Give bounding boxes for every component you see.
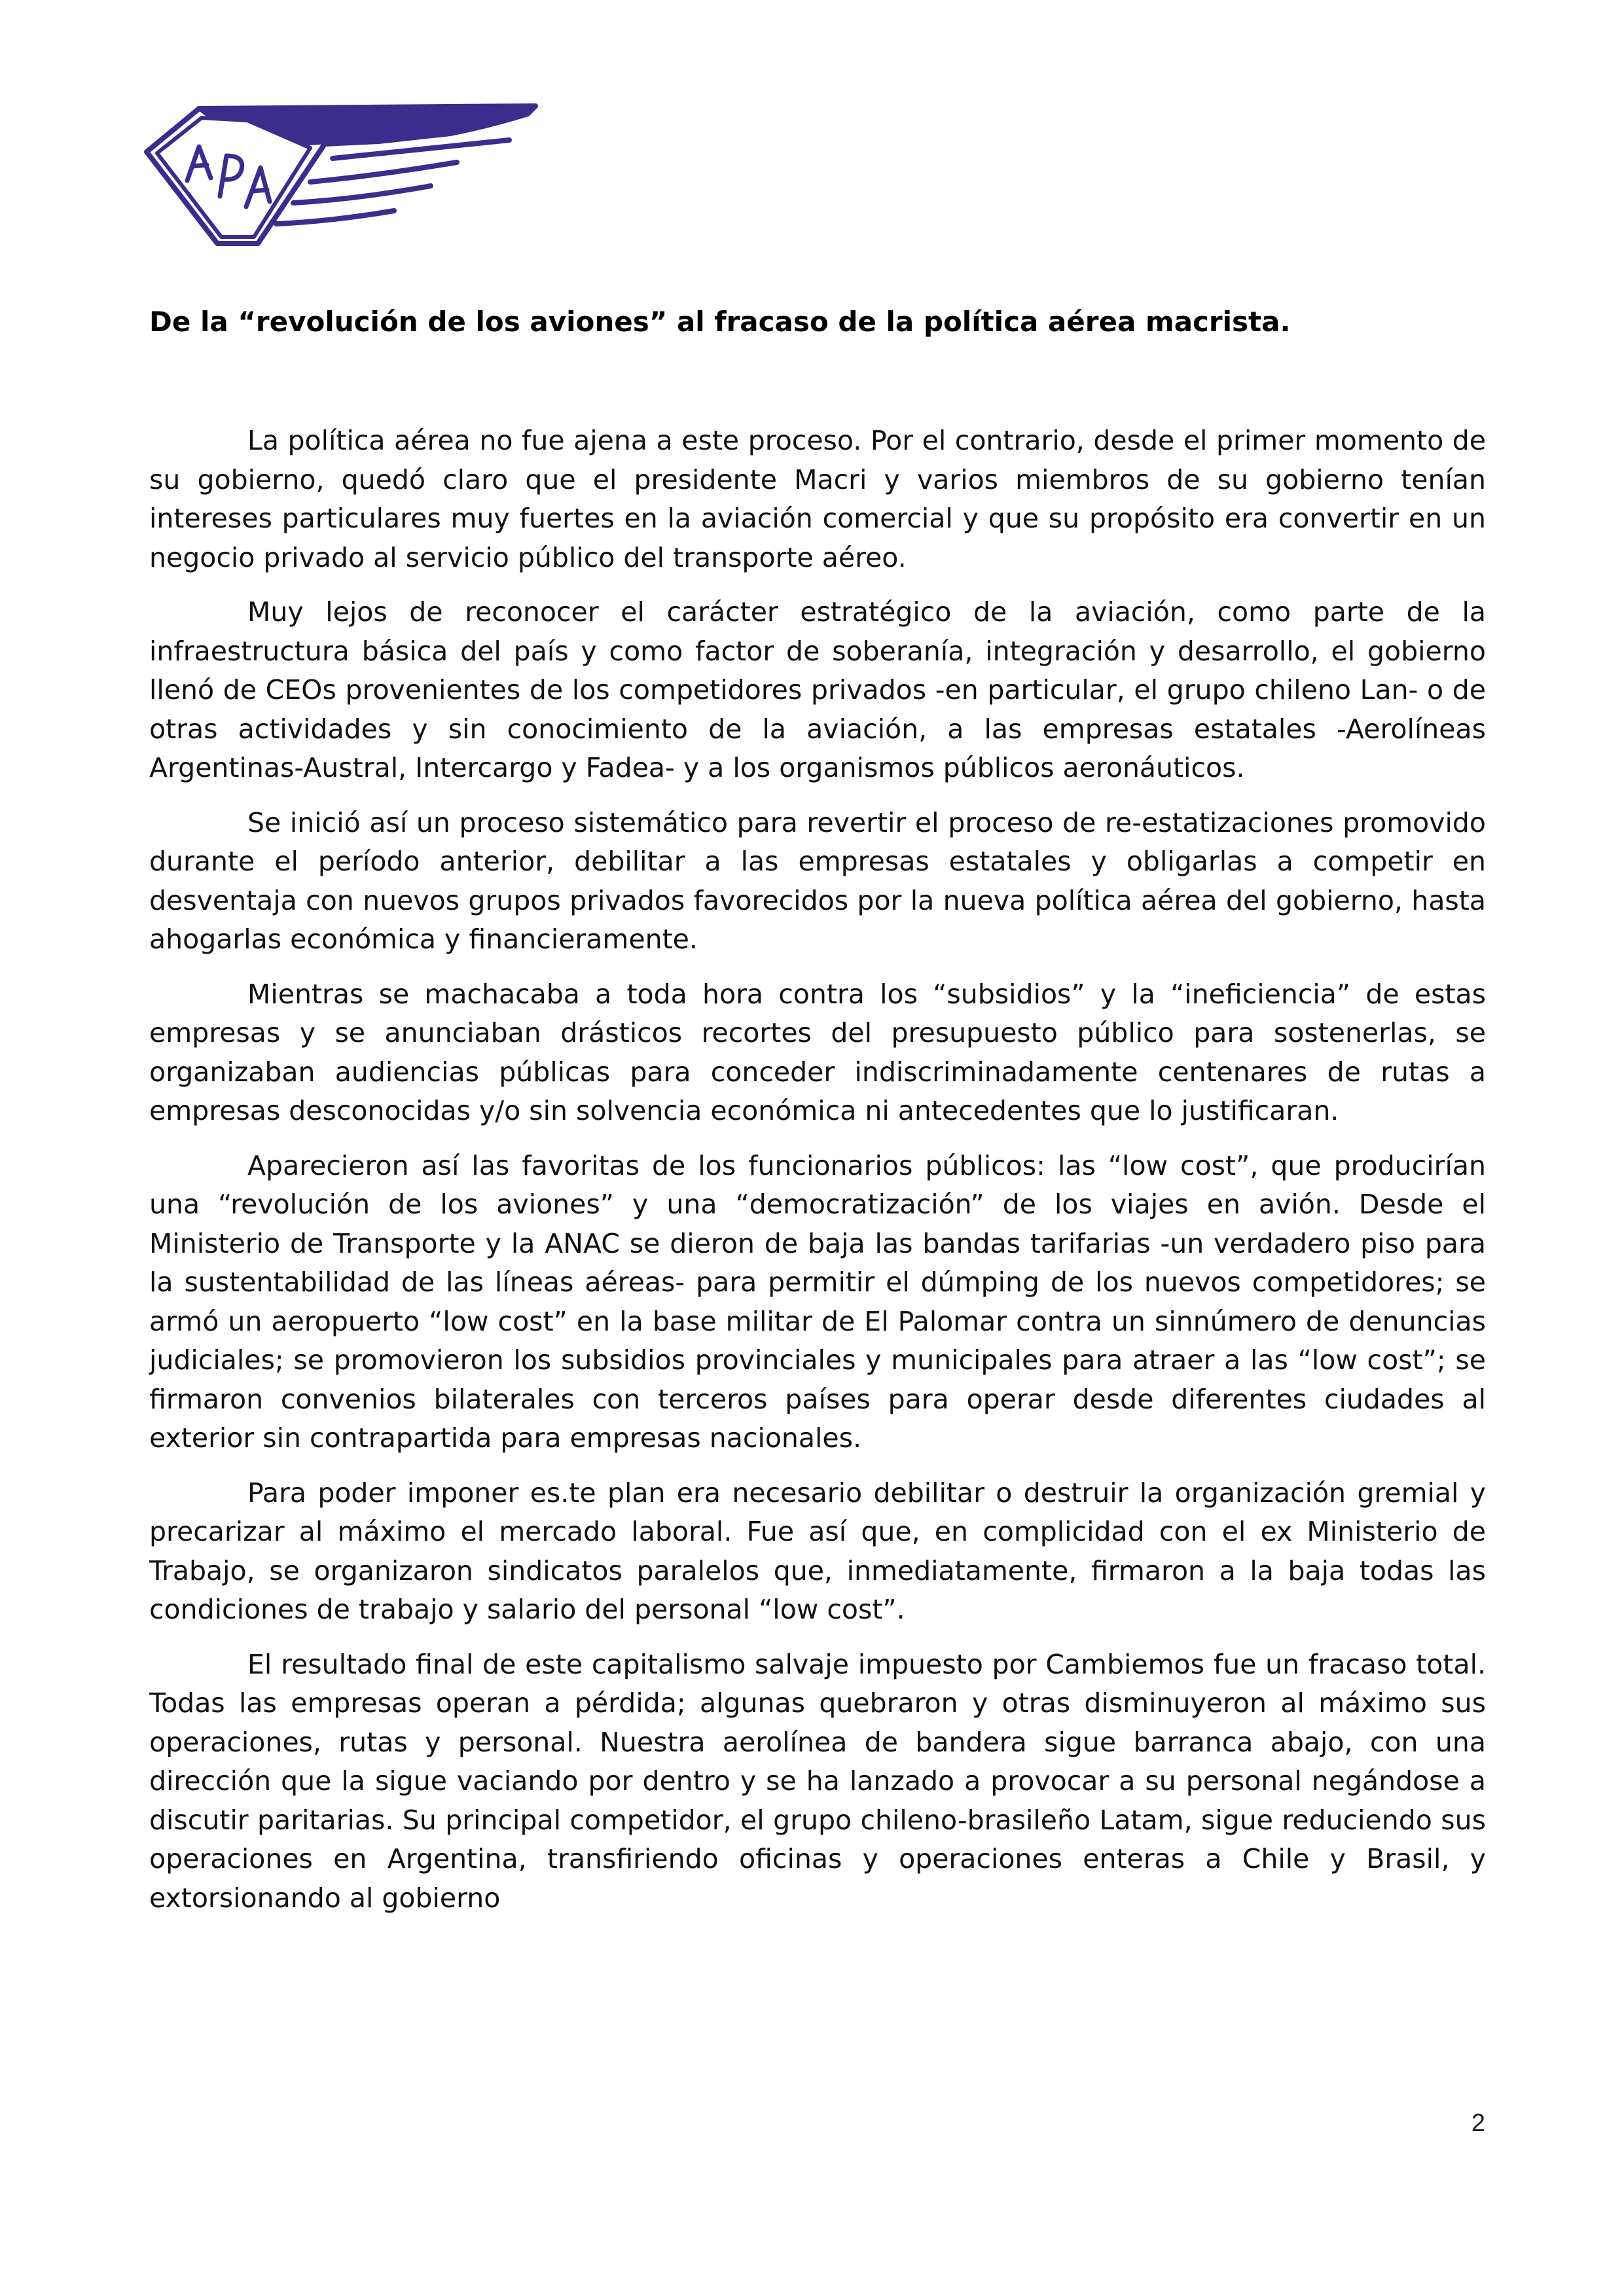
body-paragraph: Para poder imponer es.te plan era necesario debilitar o destruir la organización gremial y precarizar al máximo el mercado laboral. Fue así que, en complicidad con el ex Ministerio de Trabajo, se organizaron sindicatos paralelos que, inmediatamente, firmaron a la baja todas las condiciones de trabajo y salario del personal “low cost”.: [149, 1477, 1486, 1625]
body-paragraph: La política aérea no fue ajena a este proceso. Por el contrario, desde el primer momento de su gobierno, quedó claro que el presidente Macri y varios miembros de su gobierno tenían intereses particulares muy fuertes en la aviación comercial y que su propósito era convertir en un negocio privado al servicio público del transporte aéreo.: [149, 425, 1486, 573]
logo-wing-stripe: [293, 186, 431, 203]
apa-logo: [143, 103, 543, 246]
logo-wing-stripe: [310, 162, 457, 182]
document-body: [149, 422, 1486, 1933]
body-paragraph: Mientras se machacaba a toda hora contra los “subsidios” y la “ineficiencia” de estas empresas y se anunciaban drásticos recortes del presupuesto público para sostenerlas, se organizaban audiencias públicas para conceder indiscriminadamente centenares de rutas a empresas desconocidas y/o sin solvencia económica ni antecedentes que lo justificaran.: [149, 978, 1486, 1126]
page-number: 2: [1471, 2109, 1485, 2137]
body-paragraph: Se inició así un proceso sistemático para revertir el proceso de re-estatizaciones promovido durante el período anterior, debilitar a las empresas estatales y obligarlas a competir en desventaja con nuevos grupos privados favorecidos por la nueva política aérea del gobierno, hasta ahogarlas económica y financieramente.: [149, 806, 1486, 955]
body-paragraph: El resultado final de este capitalismo salvaje impuesto por Cambiemos fue un fracaso total. Todas las empresas operan a pérdida; algunas quebraron y otras disminuyeron al máximo sus operaciones, rutas y personal. Nuestra aerolínea de bandera sigue barranca abajo, con una dirección que la sigue vaciando por dentro y se ha lanzado a provocar a su personal negándose a discutir paritarias. Su principal competidor, el grupo chileno-brasileño Latam, sigue reduciendo sus operaciones en Argentina, transfiriendo oficinas y operaciones enteras a Chile y Brasil, y extorsionando al gobierno: [149, 1648, 1486, 1914]
body-paragraph: Aparecieron así las favoritas de los funcionarios públicos: las “low cost”, que producirían una “revolución de los aviones” y una “democratización” de los viajes en avión. Desde el Ministerio de Transporte y la ANAC se dieron de baja las bandas tarifarias -un verdadero piso para la sustentabilidad de las líneas aéreas- para permitir el dúmping de los nuevos competidores; se armó un aeropuerto “low cost” en la base militar de El Palomar contra un sinnúmero de denuncias judiciales; se promovieron los subsidios provinciales y municipales para atraer a las “low cost”; se firmaron convenios bilaterales con terceros países para operar desde diferentes ciudades al exterior sin contrapartida para empresas nacionales.: [149, 1149, 1486, 1454]
logo-wing-stripe: [276, 211, 394, 224]
body-paragraph: Muy lejos de reconocer el carácter estratégico de la aviación, como parte de la infraestructura básica del país y como factor de soberanía, integración y desarrollo, el gobierno llenó de CEOs provenientes de los competidores privados -en particular, el grupo chileno Lan- o de otras actividades y sin conocimiento de la aviación, a las empresas estatales -Aerolíneas Argentinas-Austral, Intercargo y Fadea- y a los organismos públicos aeronáuticos.: [149, 596, 1486, 783]
document-title: De la “revolución de los aviones” al fracaso de la política aérea macrista.: [149, 306, 1291, 338]
